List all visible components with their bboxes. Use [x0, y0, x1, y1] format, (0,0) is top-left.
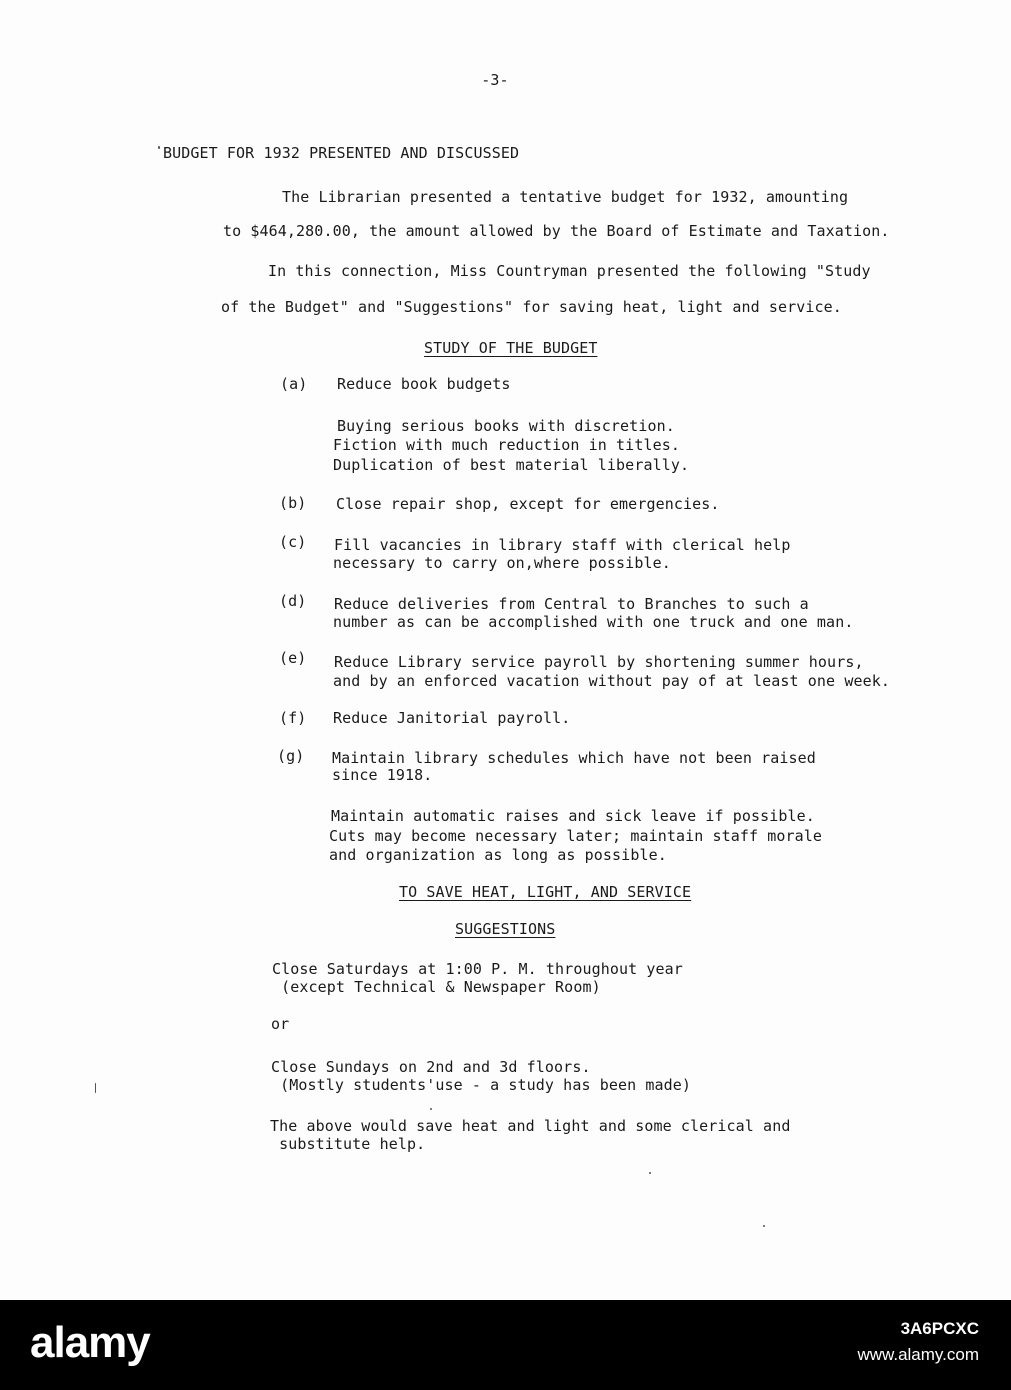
- item-text: number as can be accomplished with one truck and one man.: [333, 613, 854, 631]
- image-id: 3A6PCXC: [900, 1319, 979, 1338]
- suggestion-text: Close Saturdays at 1:00 P. M. throughout year: [272, 960, 683, 978]
- sub-item-text: Fiction with much reduction in titles.: [333, 436, 680, 454]
- scan-speck: [763, 1225, 765, 1227]
- item-label: (c): [279, 533, 307, 551]
- item-label: (g): [277, 747, 305, 765]
- scan-speck: [158, 146, 160, 149]
- section-heading: BUDGET FOR 1932 PRESENTED AND DISCUSSED: [163, 144, 520, 162]
- item-text: and by an enforced vacation without pay of at least one week.: [333, 672, 890, 690]
- item-text: Close repair shop, except for emergencies.: [336, 495, 720, 513]
- item-text: Reduce deliveries from Central to Branches to such a: [334, 595, 809, 613]
- item-text: Reduce book budgets: [337, 375, 511, 393]
- suggestion-text: Close Sundays on 2nd and 3d floors.: [271, 1058, 591, 1076]
- scan-speck: [95, 1083, 96, 1093]
- scan-speck: [430, 1108, 432, 1110]
- suggestion-text: (except Technical & Newspaper Room): [272, 978, 601, 996]
- item-label: (d): [279, 592, 307, 610]
- site-url: www.alamy.com: [857, 1345, 979, 1364]
- item-label: (f): [279, 709, 307, 727]
- intro-line-4: of the Budget" and "Suggestions" for saving heat, light and service.: [221, 298, 842, 316]
- intro-line-3: In this connection, Miss Countryman presented the following "Study: [268, 262, 871, 280]
- watermark-footer: [0, 1300, 1011, 1390]
- suggestions-title: SUGGESTIONS: [455, 920, 556, 938]
- page-number: -3-: [481, 71, 509, 89]
- item-text: Maintain library schedules which have not been raised: [332, 749, 816, 767]
- scan-speck: [649, 1172, 651, 1174]
- sub-item-text: Duplication of best material liberally.: [333, 456, 690, 474]
- intro-line-2: to $464,280.00, the amount allowed by the Board of Estimate and Taxation.: [223, 222, 890, 240]
- item-text: Fill vacancies in library staff with clerical help: [334, 536, 791, 554]
- suggestion-text: substitute help.: [270, 1135, 426, 1153]
- item-label: (b): [279, 494, 307, 512]
- item-text: Reduce Library service payroll by shortening summer hours,: [334, 653, 864, 671]
- sub-item-text: and organization as long as possible.: [329, 846, 667, 864]
- save-title: TO SAVE HEAT, LIGHT, AND SERVICE: [399, 883, 692, 901]
- sub-item-text: Buying serious books with discretion.: [337, 417, 675, 435]
- study-title: STUDY OF THE BUDGET: [424, 339, 598, 357]
- sub-item-text: Cuts may become necessary later; maintain staff morale: [329, 827, 823, 845]
- alamy-logo: alamy: [30, 1318, 150, 1367]
- item-label: (e): [279, 649, 307, 667]
- suggestion-text: (Mostly students'use - a study has been made): [271, 1076, 692, 1094]
- suggestion-text: The above would save heat and light and some clerical and: [270, 1117, 791, 1135]
- intro-line-1: The Librarian presented a tentative budget for 1932, amounting: [282, 188, 849, 206]
- item-label: (a): [280, 375, 308, 393]
- sub-item-text: Maintain automatic raises and sick leave if possible.: [331, 807, 815, 825]
- item-text: since 1918.: [332, 766, 433, 784]
- item-text: necessary to carry on,where possible.: [333, 554, 671, 572]
- item-text: Reduce Janitorial payroll.: [333, 709, 571, 727]
- or-text: or: [271, 1015, 290, 1033]
